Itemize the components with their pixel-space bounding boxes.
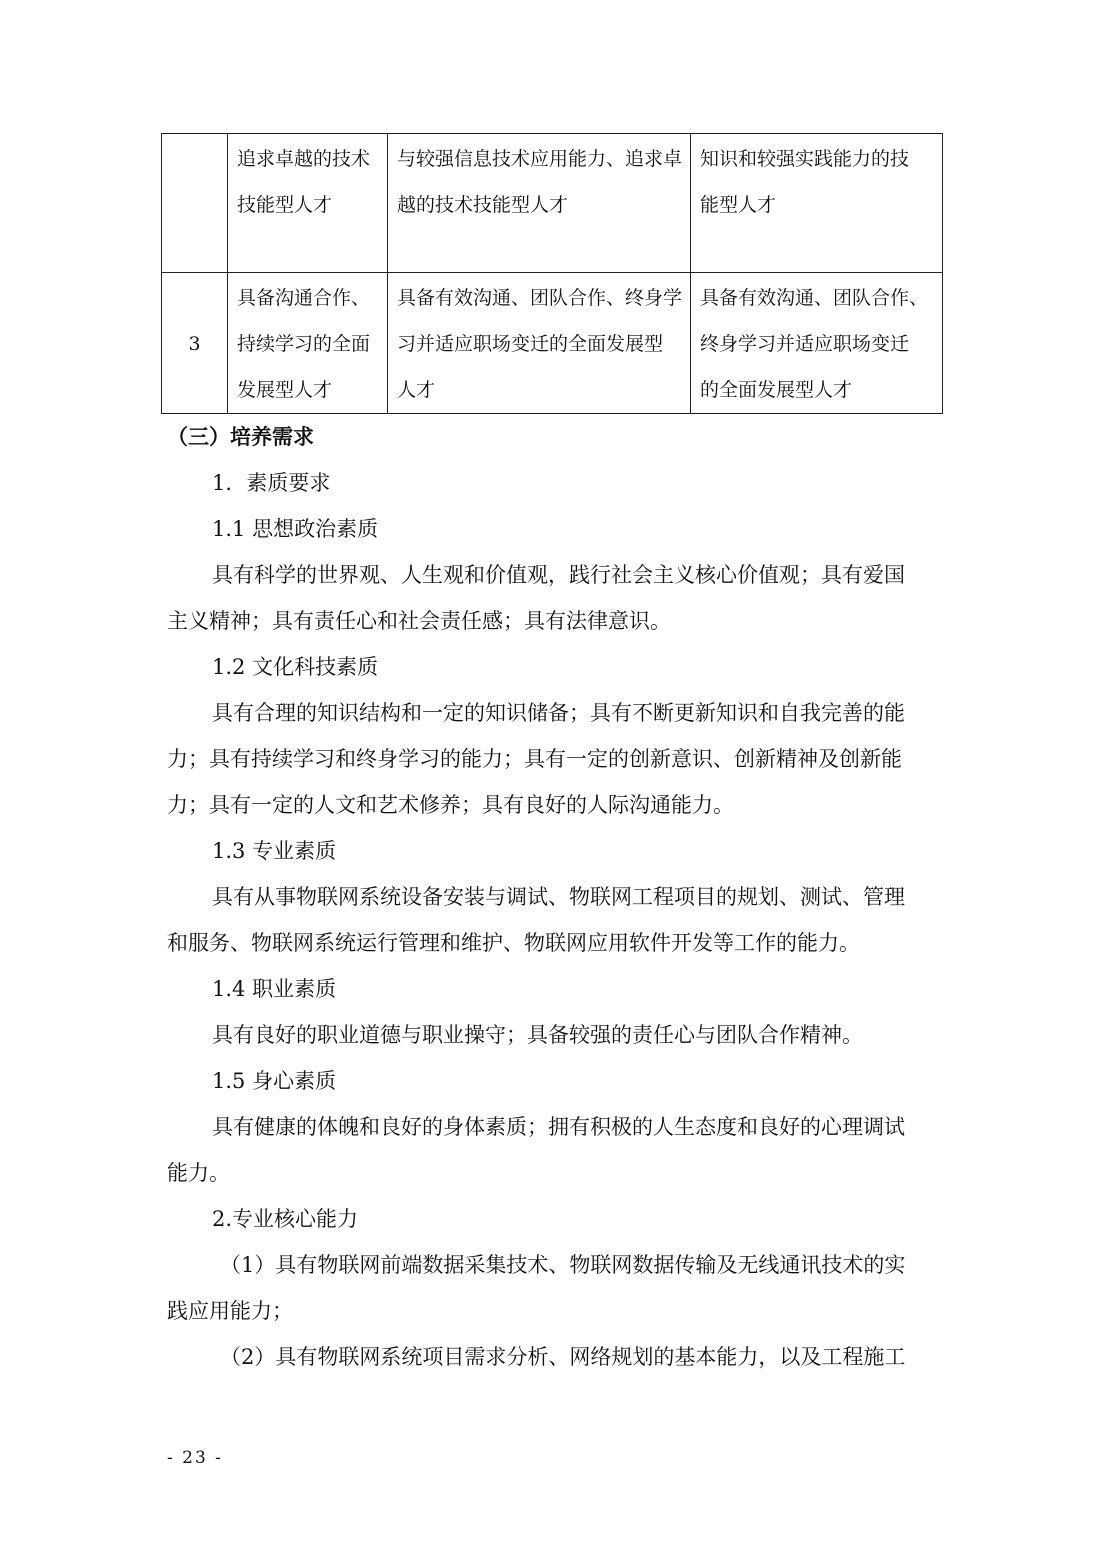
table-cell-desc: 具备有效沟通、团队合作、 终身学习并适应职场变迁 的全面发展型人才: [691, 273, 943, 414]
subheading-1-4: 1.4 职业素质: [212, 977, 337, 1001]
paragraph-line: （2）具有物联网系统项目需求分析、网络规划的基本能力，以及工程施工: [220, 1345, 906, 1369]
paragraph-line: 践应用能力；: [167, 1299, 293, 1323]
table-cell-type: 追求卓越的技术 技能型人才: [228, 134, 388, 273]
paragraph-line: 具有从事物联网系统设备安装与调试、物联网工程项目的规划、测试、管理: [212, 885, 905, 909]
table-cell-desc: 具备有效沟通、团队合作、终身学 习并适应职场变迁的全面发展型 人才: [388, 273, 691, 414]
section-heading: （三）培养需求: [167, 425, 314, 449]
table-row: [162, 134, 943, 273]
paragraph-line: 具有良好的职业道德与职业操守；具备较强的责任心与团队合作精神。: [212, 1023, 863, 1047]
paragraph-line: （1）具有物联网前端数据采集技术、物联网数据传输及无线通讯技术的实: [220, 1253, 906, 1277]
paragraph-line: 力；具有持续学习和终身学习的能力；具有一定的创新意识、创新精神及创新能: [167, 747, 902, 771]
table-cell-num: [162, 134, 228, 273]
paragraph-line: 主义精神；具有责任心和社会责任感；具有法律意识。: [167, 609, 671, 633]
table-cell-num: 3: [162, 273, 228, 414]
subheading-1-3: 1.3 专业素质: [212, 839, 337, 863]
paragraph-line: 具有健康的体魄和良好的身体素质；拥有积极的人生态度和良好的心理调试: [212, 1115, 905, 1139]
table-row: [162, 273, 943, 414]
page-number: - 23 -: [167, 1448, 223, 1468]
paragraph-line: 具有合理的知识结构和一定的知识储备；具有不断更新知识和自我完善的能: [212, 701, 905, 725]
table-cell-type: 具备沟通合作、 持续学习的全面 发展型人才: [228, 273, 388, 414]
table-cell-desc: 与较强信息技术应用能力、追求卓 越的技术技能型人才: [388, 134, 691, 273]
subheading-1-5: 1.5 身心素质: [212, 1069, 337, 1093]
paragraph-line: 具有科学的世界观、人生观和价值观，践行社会主义核心价值观；具有爱国: [212, 563, 905, 587]
table-cell-desc: 知识和较强实践能力的技 能型人才: [691, 134, 943, 273]
paragraph-line: 能力。: [167, 1161, 230, 1185]
training-goals-table: [161, 133, 943, 414]
subheading-quality: 1．素质要求: [212, 471, 331, 495]
paragraph-line: 力；具有一定的人文和艺术修养；具有良好的人际沟通能力。: [167, 793, 734, 817]
paragraph-line: 和服务、物联网系统运行管理和维护、物联网应用软件开发等工作的能力。: [167, 931, 860, 955]
subheading-1-2: 1.2 文化科技素质: [212, 655, 379, 679]
subheading-1-1: 1.1 思想政治素质: [212, 517, 379, 541]
subheading-core: 2.专业核心能力: [212, 1207, 359, 1231]
